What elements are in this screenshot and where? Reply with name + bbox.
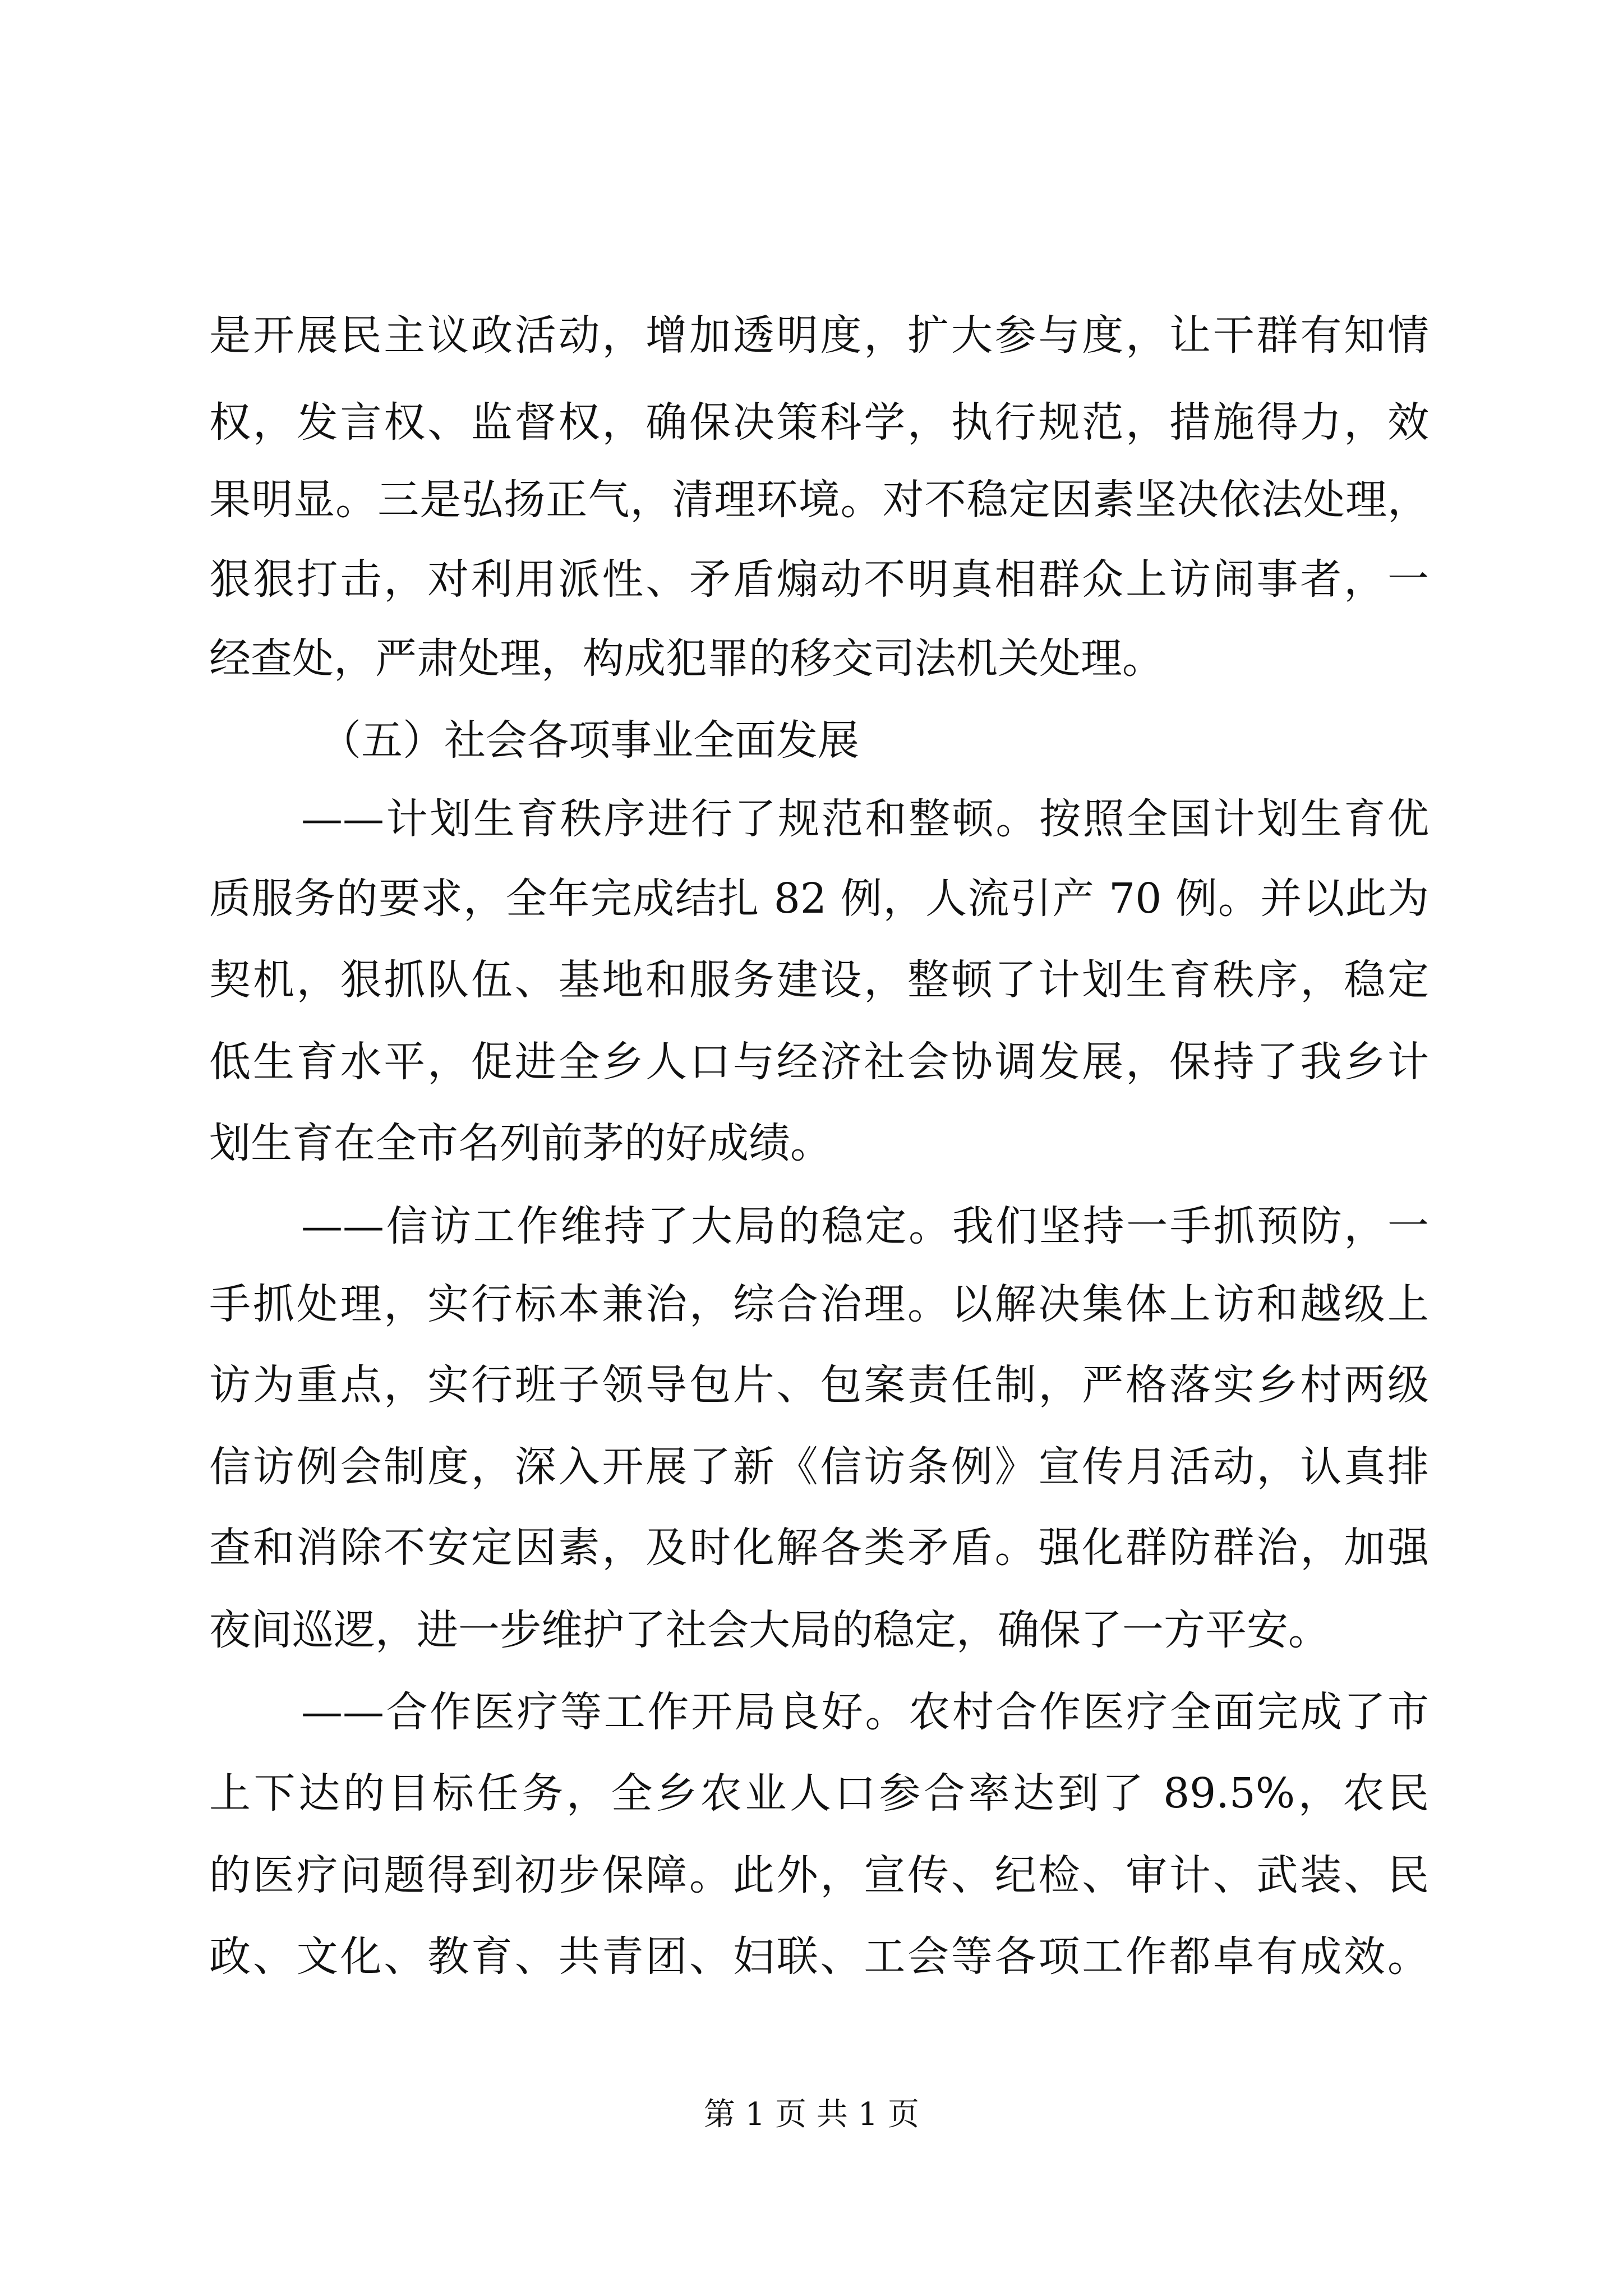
body-line: 质服务的要求，全年完成结扎 82 例，人流引产 70 例。并以此为 [209,875,1429,923]
body-line: ——计划生育秩序进行了规范和整顿。按照全国计划生育优 [301,795,1429,843]
body-line: 夜间巡逻，进一步维护了社会大局的稳定，确保了一方平安。 [209,1606,1330,1654]
body-line: 经查处，严肃处理，构成犯罪的移交司法机关处理。 [209,634,1164,683]
body-line: 的医疗问题得到初步保障。此外，宣传、纪检、审计、武装、民 [209,1851,1429,1899]
body-line: 狠狠打击，对利用派性、矛盾煽动不明真相群众上访闹事者，一 [209,555,1429,604]
body-line: ——合作医疗等工作开局良好。农村合作医疗全面完成了市 [301,1688,1429,1736]
body-line: 手抓处理，实行标本兼治，综合治理。以解决集体上访和越级上 [209,1280,1429,1328]
body-line: 查和消除不安定因素，及时化解各类矛盾。强化群防群治，加强 [209,1524,1429,1572]
body-line: 访为重点，实行班子领导包片、包案责任制，严格落实乡村两级 [209,1361,1429,1409]
body-line: 上下达的目标任务，全乡农业人口参合率达到了 89.5%，农民 [209,1769,1429,1818]
body-line: ——信访工作维持了大局的稳定。我们坚持一手抓预防，一 [301,1202,1429,1250]
body-line: 信访例会制度，深入开展了新《信访条例》宣传月活动，认真排 [209,1443,1429,1491]
page-footer: 第 1 页 共 1 页 [703,2096,920,2133]
body-line: 权，发言权、监督权，确保决策科学，执行规范，措施得力，效 [209,398,1429,447]
body-line: 契机，狠抓队伍、基地和服务建设，整顿了计划生育秩序，稳定 [209,956,1429,1004]
body-line: 是开展民主议政活动，增加透明度，扩大参与度，让干群有知情 [209,311,1429,360]
body-line: 划生育在全市名列前茅的好成绩。 [209,1119,832,1167]
section-heading: （五）社会各项事业全面发展 [320,716,859,765]
body-line: 低生育水平，促进全乡人口与经济社会协调发展，保持了我乡计 [209,1038,1429,1086]
body-line: 果明显。三是弘扬正气，清理环境。对不稳定因素坚决依法处理， [209,476,1429,524]
body-line: 政、文化、教育、共青团、妇联、工会等各项工作都卓有成效。 [209,1932,1429,1981]
